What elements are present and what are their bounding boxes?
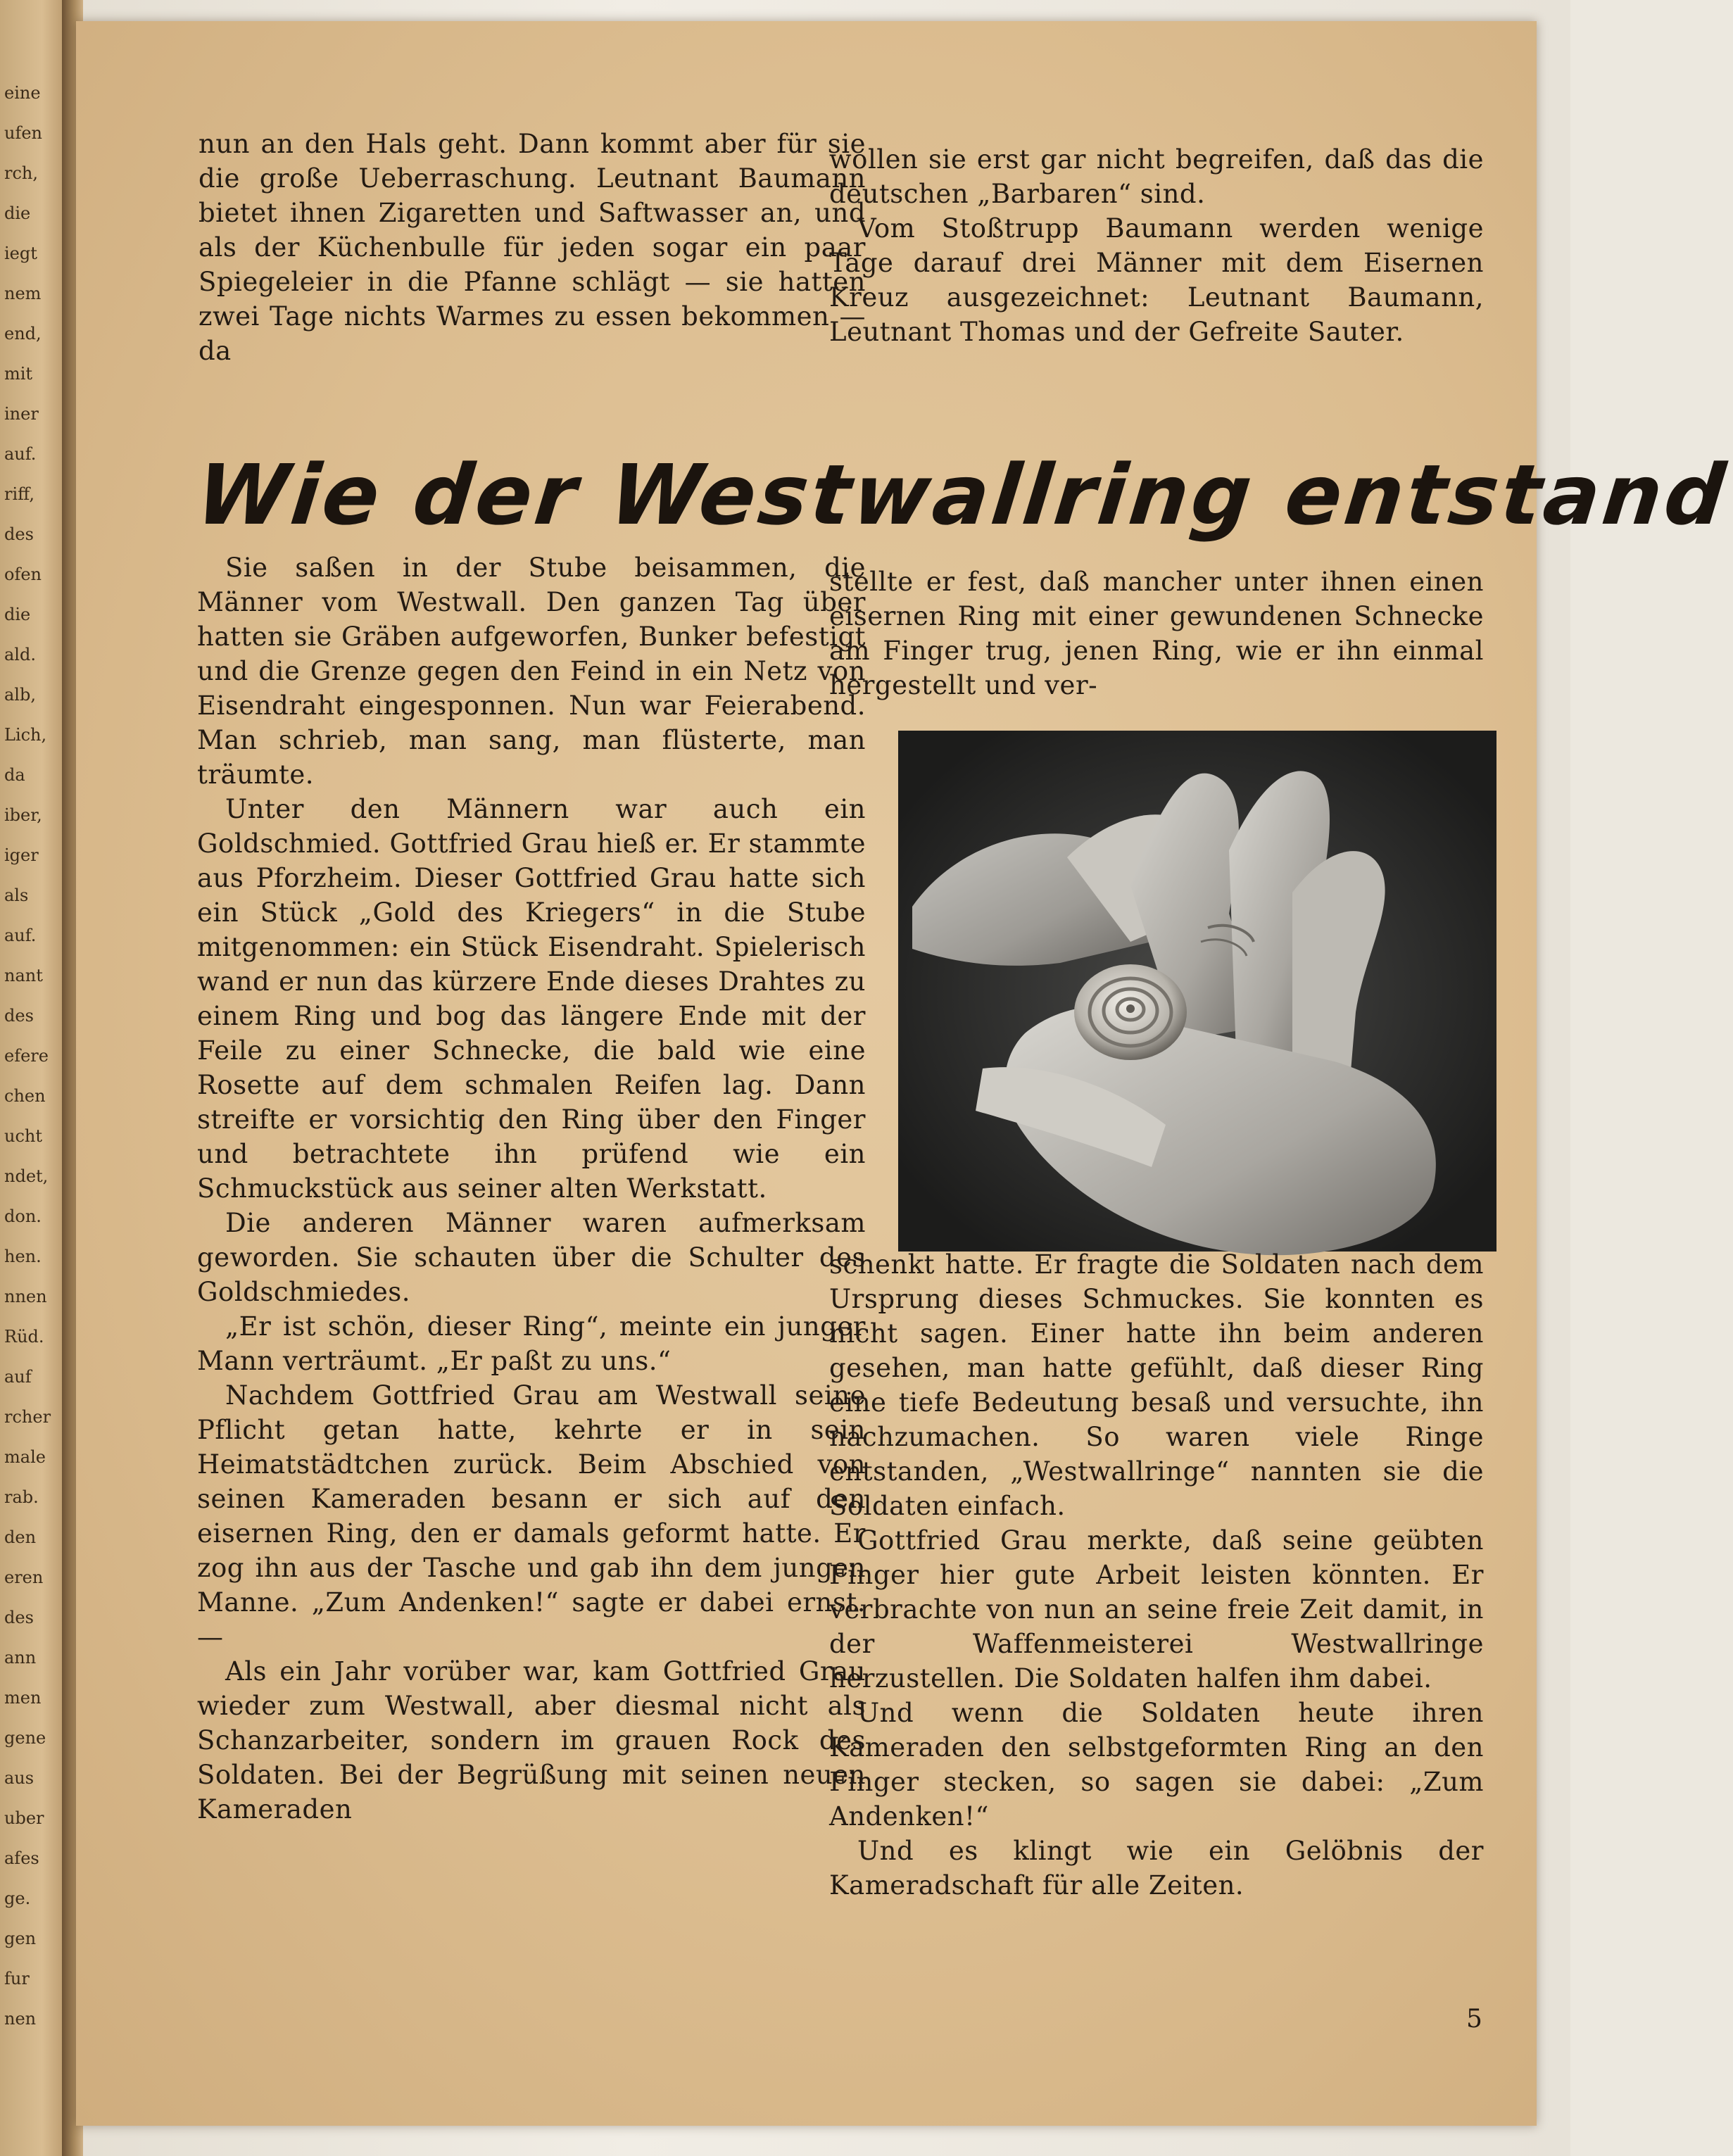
paragraph: Und es klingt wie ein Gelöbnis der Kameradschaft für alle Zeiten. — [829, 1836, 1484, 1900]
paragraph: Und wenn die Soldaten heute ihren Kameraden den selbstgeformten Ring an den Finger stecken, so sagen sie dabei: „Zum Andenken!“ — [829, 1698, 1484, 1832]
page-number: 5 — [1466, 2005, 1482, 2034]
left-page-fragment: des — [4, 524, 34, 544]
top-left-column — [198, 127, 866, 368]
left-page-edge — [0, 0, 70, 2156]
left-page-fragment: des — [4, 1006, 34, 1026]
paragraph: „Er ist schön, dieser Ring“, meinte ein junger Mann verträumt. „Er paßt zu uns.“ — [197, 1311, 866, 1376]
left-page-fragment: den — [4, 1527, 37, 1547]
left-page-fragment: ofen — [4, 565, 42, 584]
left-page-fragment: nant — [4, 966, 43, 985]
left-page-fragment: als — [4, 885, 29, 905]
left-page-fragment: die — [4, 605, 31, 624]
left-page-fragment: Rüd. — [4, 1327, 44, 1347]
headline: Wie der Westwallring entstand — [191, 446, 1732, 543]
left-page-fragment: hen. — [4, 1247, 42, 1266]
left-page-fragment: alb, — [4, 685, 36, 705]
left-page-fragment: eren — [4, 1568, 44, 1587]
hand-with-ring-image — [898, 731, 1496, 1252]
left-page-fragment: die — [4, 203, 31, 223]
left-page-fragment: des — [4, 1608, 34, 1627]
left-page-fragment: aus — [4, 1768, 34, 1788]
left-page-fragment: ucht — [4, 1126, 42, 1146]
left-page-fragment: auf. — [4, 926, 37, 945]
left-page-fragment: Lich, — [4, 725, 47, 745]
left-page-fragment: riff, — [4, 484, 34, 504]
left-page-fragment: gen — [4, 1929, 37, 1948]
right-column-upper — [829, 565, 1484, 702]
paragraph: Unter den Männern war auch ein Goldschmied. Gottfried Grau hieß er. Er stammte aus Pforzheim. Dieser Gottfried Grau hatte sich ein Stück „Gold des Kriegers“ in die Stube mitgenommen: ein Stück Eisendraht. Spielerisch wand er nun das kürzere Ende dieses Drahtes zu einem Ring und bog das längere Ende mit der Feile zu einer Schnecke, die bald wie eine Rosette auf dem schmalen Reifen lag. Dann streifte er vorsichtig den Ring über den Finger und betrachtete ihn prüfend wie ein Schmuckstück aus seiner alten Werkstatt. — [197, 794, 866, 1204]
left-page-fragment: nem — [4, 284, 42, 303]
left-page-fragment: mit — [4, 364, 33, 384]
left-page-fragment: fur — [4, 1969, 30, 1988]
paragraph: schenkt hatte. Er fragte die Soldaten nach dem Ursprung dieses Schmuckes. Sie konnten es nicht sagen. Einer hatte ihn beim anderen gesehen, man hatte gefühlt, daß dieser Ring eine tiefe Bedeutung besaß und versuchte, ihn nachzumachen. So waren viele Ringe entstanden, „Westwallringe“ nannten sie die Soldaten einfach. — [829, 1249, 1484, 1521]
left-page-fragment: da — [4, 765, 25, 785]
left-page-fragment: efere — [4, 1046, 49, 1066]
left-page-fragment: end, — [4, 324, 42, 343]
left-page-fragment: auf. — [4, 444, 37, 464]
paragraph: Sie saßen in der Stube beisammen, die Männer vom Westwall. Den ganzen Tag über hatten sie Gräben aufgeworfen, Bunker befestigt und die Grenze gegen den Feind in ein Netz von Eisendraht eingesponnen. Nun war Feierabend. Man schrieb, man sang, man flüsterte, man träumte. — [197, 553, 866, 790]
left-page-fragment: nen — [4, 2009, 37, 2029]
paragraph: Gottfried Grau merkte, daß seine geübten Finger hier gute Arbeit leisten könnten. Er verbrachte von nun an seine freie Zeit damit, in der Waffenmeisterei Westwallringe herzustellen. Die Soldaten halfen ihm dabei. — [829, 1525, 1484, 1694]
paragraph: wollen sie erst gar nicht begreifen, daß das die deutschen „Barbaren“ sind. — [829, 144, 1484, 209]
left-page-fragment: don. — [4, 1206, 42, 1226]
left-page-fragment: rab. — [4, 1487, 39, 1507]
left-page-fragment: gene — [4, 1728, 46, 1748]
left-page-fragment: ge. — [4, 1889, 31, 1908]
paragraph: Vom Stoßtrupp Baumann werden wenige Tage darauf drei Männer mit dem Eisernen Kreuz ausgezeichnet: Leutnant Baumann, Leutnant Thomas und der Gefreite Sauter. — [829, 213, 1484, 347]
left-page-fragment: rcher — [4, 1407, 51, 1427]
left-page-fragment: iner — [4, 404, 39, 424]
top-right-column — [829, 142, 1484, 349]
paragraph: stellte er fest, daß mancher unter ihnen einen eisernen Ring mit einer gewundenen Schnecke am Finger trug, jenen Ring, wie er ihn einmal hergestellt und ver- — [829, 567, 1484, 700]
left-page-fragment: iber, — [4, 805, 42, 825]
left-page-fragment: ufen — [4, 123, 42, 143]
left-page-fragment: nnen — [4, 1287, 47, 1306]
paragraph: Nachdem Gottfried Grau am Westwall seine Pflicht getan hatte, kehrte er in sein Heimatstädtchen zurück. Beim Abschied von seinen Kameraden besann er sich auf den eisernen Ring, den er damals geformt hatte. Er zog ihn aus der Tasche und gab ihn dem jungen Manne. „Zum Andenken!“ sagte er dabei ernst. — — [197, 1380, 866, 1652]
ring-photo — [898, 731, 1496, 1252]
paragraph: Die anderen Männer waren aufmerksam geworden. Sie schauten über die Schulter des Goldschmiedes. — [197, 1208, 866, 1307]
left-page-fragment: iegt — [4, 244, 37, 263]
left-page-fragment: auf — [4, 1367, 32, 1387]
left-page-fragment: uber — [4, 1808, 44, 1828]
magazine-page — [76, 21, 1732, 2126]
left-page-fragment: male — [4, 1447, 46, 1467]
left-column — [197, 550, 866, 1827]
left-page-fragment: ndet, — [4, 1166, 49, 1186]
right-column-lower — [829, 1247, 1484, 1903]
paragraph: Als ein Jahr vorüber war, kam Gottfried Grau wieder zum Westwall, aber diesmal nicht als Schanzarbeiter, sondern im grauen Rock des Soldaten. Bei der Begrüßung mit seinen neuen Kameraden — [197, 1656, 866, 1824]
left-page-fragment: eine — [4, 83, 41, 103]
paragraph: nun an den Hals geht. Dann kommt aber für sie die große Ueberraschung. Leutnant Baumann bietet ihnen Zigaretten und Saftwasser an, und als der Küchenbulle für jeden sogar ein paar Spiegeleier in die Pfanne schlägt — sie hatten zwei Tage nichts Warmes zu essen bekommen — da — [198, 129, 866, 366]
left-page-fragment: rch, — [4, 163, 38, 183]
left-page-fragment: men — [4, 1688, 42, 1708]
left-page-fragment: afes — [4, 1848, 39, 1868]
left-page-fragment: chen — [4, 1086, 46, 1106]
left-page-fragment: iger — [4, 845, 39, 865]
left-page-fragment: ald. — [4, 645, 36, 664]
left-page-fragment: ann — [4, 1648, 37, 1668]
